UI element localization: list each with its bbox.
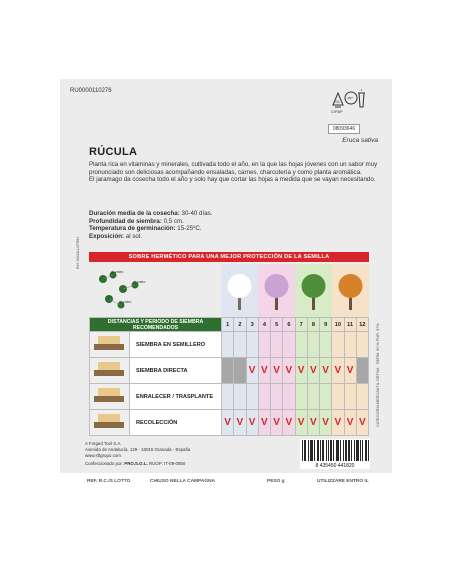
row-label: ENRALECER / TRASPLANTE [130, 384, 222, 410]
month-cell: V [344, 358, 356, 384]
spec-row: Temperatura de germinación: 15-25ºC. [89, 225, 202, 233]
month-cell [295, 384, 307, 410]
footer-weight: PESO g [267, 479, 285, 484]
calendar-row [90, 358, 369, 384]
month-cell: V [283, 410, 295, 436]
barcode [300, 439, 370, 469]
top-code: RU0000110276 [70, 88, 112, 94]
month-cell: V [295, 358, 307, 384]
month-cell [320, 384, 332, 410]
spec-row: Profundidad de siembra: 0,5 cm. [89, 217, 184, 225]
seasons-illustration [221, 264, 369, 317]
month-header: 4 [258, 318, 270, 332]
month-cell: V [320, 410, 332, 436]
month-cell: V [246, 410, 258, 436]
month-header: 2 [234, 318, 246, 332]
month-header: 5 [271, 318, 283, 332]
row-label: RECOLECCIÓN [130, 410, 222, 436]
transplant-icon [90, 384, 130, 410]
month-cell: V [271, 410, 283, 436]
latin-name: Eruca sativa [342, 137, 378, 144]
month-cell: V [344, 410, 356, 436]
spec-row: Duración media de la cosecha: 30-40 días. [89, 210, 213, 217]
company-name: A Forged Tool S.A. [85, 441, 122, 446]
packer-info: Confeccionado por: PRO.S.O.L. RUOP: IT-09-0550 [85, 461, 186, 466]
month-cell: V [332, 358, 344, 384]
seed-packet [60, 79, 392, 473]
month-cell [356, 358, 368, 384]
recycle-icon [327, 85, 367, 115]
month-cell [271, 384, 283, 410]
month-cell [234, 384, 246, 410]
month-cell [356, 332, 368, 358]
description-paragraph-1: Planta rica en vitaminas y minerales, cultivada todo el año, en la que las hojas jóvenes con un sabor muy pronunciado son deliciosas acompañando ensaladas, carnes, charcutería y como planta aromática. [89, 161, 378, 176]
month-cell: V [258, 410, 270, 436]
product-code: 08093646 [328, 124, 360, 134]
month-header: 7 [295, 318, 307, 332]
month-header: 12 [356, 318, 368, 332]
month-cell [307, 384, 319, 410]
seedbed-icon [90, 332, 130, 358]
sowing-diagram [89, 265, 189, 315]
footer-ref-lot: REF. R.C./S LOTTO [87, 479, 131, 484]
month-cell: V [307, 410, 319, 436]
month-cell: V [246, 358, 258, 384]
month-cell [246, 332, 258, 358]
month-cell: V [356, 410, 368, 436]
svg-text:C/PAP: C/PAP [331, 109, 343, 114]
side-code: Ref. 0042A-LOT994 [76, 236, 80, 269]
month-cell: V [271, 358, 283, 384]
month-cell [295, 332, 307, 358]
row-label: SIEMBRA DIRECTA [130, 358, 222, 384]
month-header: 11 [344, 318, 356, 332]
month-cell [246, 384, 258, 410]
month-cell [222, 384, 234, 410]
spec-row: Exposición: al sol. [89, 232, 142, 240]
month-cell [258, 332, 270, 358]
calendar-row [90, 410, 369, 436]
month-cell: V [295, 410, 307, 436]
month-cell: V [307, 358, 319, 384]
month-header: 3 [246, 318, 258, 332]
month-header: 9 [320, 318, 332, 332]
month-cell [307, 332, 319, 358]
description-paragraph-2: El jaramago da cosecha todo el año y solo hay que cortar las hojas a medida que se vayan necesitando. [89, 176, 376, 184]
month-cell [283, 332, 295, 358]
month-cell [332, 332, 344, 358]
month-cell: V [283, 358, 295, 384]
svg-text:01: 01 [335, 99, 340, 104]
calendar-table [89, 317, 369, 436]
product-title: RÚCULA [89, 146, 138, 158]
month-cell: V [234, 410, 246, 436]
month-cell [344, 332, 356, 358]
month-cell [222, 332, 234, 358]
footer-use-by: UTILIZZARE ENTRO IL [317, 479, 369, 484]
month-cell [234, 332, 246, 358]
month-header: 8 [307, 318, 319, 332]
month-cell [234, 358, 246, 384]
svg-text:al voleo: al voleo [111, 270, 124, 274]
month-cell [356, 384, 368, 410]
month-cell [271, 332, 283, 358]
month-cell: V [258, 358, 270, 384]
harvest-basket-icon [90, 410, 130, 436]
month-cell [258, 384, 270, 410]
calendar-row [90, 332, 369, 358]
month-cell: V [320, 358, 332, 384]
hermetic-banner: SOBRE HERMÉTICO PARA UNA MEJOR PROTECCIÓN DE LA SEMILLA [89, 252, 369, 262]
barcode-icon [300, 439, 370, 469]
footer-closed: CHIUSO NELLA CAMPAGNA [150, 479, 216, 484]
direct-sow-icon [90, 358, 130, 384]
month-cell [320, 332, 332, 358]
footer-fields [60, 477, 392, 487]
month-cell [344, 384, 356, 410]
table-header: DISTANCIAS Y PERIODO DE SIEMBRA RECOMENDADOS [90, 318, 222, 332]
company-address: Avenida de Andalucía, 139 - 18015 Granada - España [85, 447, 191, 452]
company-web: www.sftgrupo.com [85, 453, 121, 458]
company-info [85, 441, 190, 459]
svg-text:al voleo: al voleo [133, 280, 146, 284]
month-header: 1 [222, 318, 234, 332]
specs [89, 210, 369, 240]
calendar-row [90, 384, 369, 410]
month-header: 10 [332, 318, 344, 332]
svg-text:PP: PP [347, 95, 353, 101]
month-cell: V [332, 410, 344, 436]
certification-text: CATEGORÍA MERCANTIL ORTIVA · GERM. 90 % PUR. 97% [376, 323, 380, 427]
description [89, 161, 379, 184]
month-cell [332, 384, 344, 410]
row-label: SIEMBRA EN SEMILLERO [130, 332, 222, 358]
barcode-number: 8 435450 441820 [315, 463, 355, 469]
month-cell [222, 358, 234, 384]
month-cell: V [222, 410, 234, 436]
svg-text:al voleo: al voleo [119, 300, 132, 304]
month-cell [283, 384, 295, 410]
month-header: 6 [283, 318, 295, 332]
